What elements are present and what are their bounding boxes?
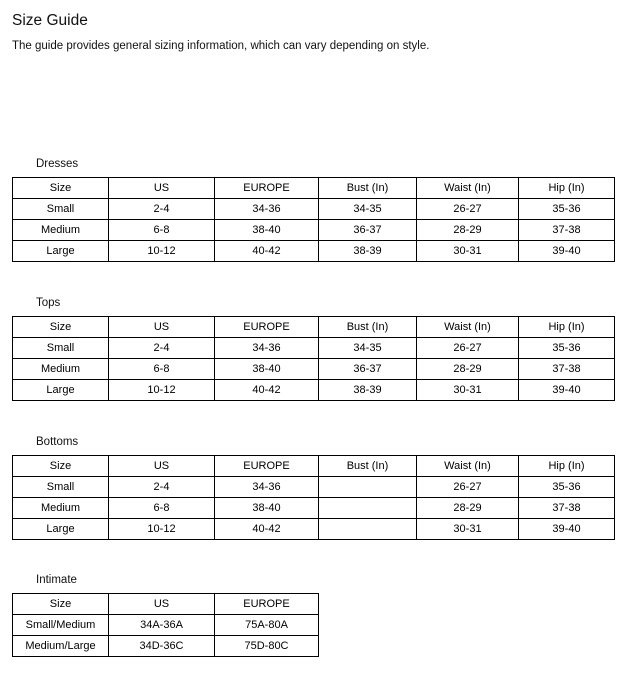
cell-size: Medium bbox=[13, 359, 109, 380]
column-header: EUROPE bbox=[215, 456, 319, 477]
cell-bust: 38-39 bbox=[319, 241, 417, 262]
page-title: Size Guide bbox=[12, 12, 88, 30]
table-row bbox=[13, 338, 615, 359]
cell-europe: 38-40 bbox=[215, 498, 319, 519]
column-header: Size bbox=[13, 594, 109, 615]
cell-hip: 37-38 bbox=[519, 498, 615, 519]
table-row bbox=[13, 477, 615, 498]
column-header: Size bbox=[13, 317, 109, 338]
cell-europe: 34-36 bbox=[215, 199, 319, 220]
cell-waist: 30-31 bbox=[417, 380, 519, 401]
table-header-row bbox=[13, 456, 615, 477]
size-table-tops bbox=[12, 316, 615, 401]
table-row bbox=[13, 220, 615, 241]
cell-europe: 38-40 bbox=[215, 220, 319, 241]
table-row bbox=[13, 498, 615, 519]
cell-size: Large bbox=[13, 241, 109, 262]
cell-waist: 30-31 bbox=[417, 241, 519, 262]
cell-hip: 35-36 bbox=[519, 338, 615, 359]
cell-us: 34A-36A bbox=[109, 615, 215, 636]
cell-bust bbox=[319, 477, 417, 498]
cell-size: Medium bbox=[13, 498, 109, 519]
cell-europe: 40-42 bbox=[215, 519, 319, 540]
cell-europe: 75A-80A bbox=[215, 615, 319, 636]
cell-bust: 36-37 bbox=[319, 220, 417, 241]
column-header: Hip (In) bbox=[519, 178, 615, 199]
cell-size: Small bbox=[13, 477, 109, 498]
table-row bbox=[13, 636, 319, 657]
table-header-row bbox=[13, 317, 615, 338]
cell-waist: 28-29 bbox=[417, 359, 519, 380]
column-header: Hip (In) bbox=[519, 317, 615, 338]
section-title-tops: Tops bbox=[36, 297, 61, 309]
cell-europe: 40-42 bbox=[215, 241, 319, 262]
section-title-dresses: Dresses bbox=[36, 158, 79, 170]
page-subtitle: The guide provides general sizing information, which can vary depending on style. bbox=[12, 39, 430, 52]
cell-us: 2-4 bbox=[109, 477, 215, 498]
size-table-bottoms bbox=[12, 455, 615, 540]
cell-waist: 26-27 bbox=[417, 199, 519, 220]
cell-hip: 35-36 bbox=[519, 477, 615, 498]
cell-europe: 34-36 bbox=[215, 338, 319, 359]
column-header: Hip (In) bbox=[519, 456, 615, 477]
cell-hip: 37-38 bbox=[519, 220, 615, 241]
section-intimate bbox=[12, 574, 319, 657]
column-header: US bbox=[109, 317, 215, 338]
column-header: Bust (In) bbox=[319, 178, 417, 199]
table-row bbox=[13, 359, 615, 380]
cell-size: Small/Medium bbox=[13, 615, 109, 636]
cell-hip: 39-40 bbox=[519, 380, 615, 401]
section-title-bottoms: Bottoms bbox=[36, 436, 79, 448]
column-header: Bust (In) bbox=[319, 317, 417, 338]
column-header: US bbox=[109, 594, 215, 615]
table-header-row bbox=[13, 594, 319, 615]
cell-waist: 28-29 bbox=[417, 220, 519, 241]
cell-us: 6-8 bbox=[109, 498, 215, 519]
cell-hip: 39-40 bbox=[519, 519, 615, 540]
cell-hip: 35-36 bbox=[519, 199, 615, 220]
column-header: EUROPE bbox=[215, 317, 319, 338]
cell-size: Large bbox=[13, 380, 109, 401]
table-row bbox=[13, 199, 615, 220]
cell-waist: 30-31 bbox=[417, 519, 519, 540]
column-header: EUROPE bbox=[215, 594, 319, 615]
cell-us: 10-12 bbox=[109, 380, 215, 401]
cell-waist: 28-29 bbox=[417, 498, 519, 519]
column-header: Bust (In) bbox=[319, 456, 417, 477]
section-dresses bbox=[12, 158, 615, 262]
cell-europe: 40-42 bbox=[215, 380, 319, 401]
cell-waist: 26-27 bbox=[417, 338, 519, 359]
size-table-dresses bbox=[12, 177, 615, 262]
cell-hip: 39-40 bbox=[519, 241, 615, 262]
size-table-intimate bbox=[12, 593, 319, 657]
table-row bbox=[13, 519, 615, 540]
cell-bust: 34-35 bbox=[319, 199, 417, 220]
cell-bust bbox=[319, 519, 417, 540]
section-bottoms bbox=[12, 436, 615, 540]
cell-size: Medium bbox=[13, 220, 109, 241]
cell-hip: 37-38 bbox=[519, 359, 615, 380]
column-header: US bbox=[109, 456, 215, 477]
column-header: Waist (In) bbox=[417, 178, 519, 199]
cell-bust: 36-37 bbox=[319, 359, 417, 380]
cell-us: 10-12 bbox=[109, 241, 215, 262]
column-header: Size bbox=[13, 456, 109, 477]
cell-us: 10-12 bbox=[109, 519, 215, 540]
cell-size: Small bbox=[13, 338, 109, 359]
section-title-intimate: Intimate bbox=[36, 574, 77, 586]
cell-europe: 38-40 bbox=[215, 359, 319, 380]
column-header: Waist (In) bbox=[417, 456, 519, 477]
column-header: Waist (In) bbox=[417, 317, 519, 338]
column-header: US bbox=[109, 178, 215, 199]
table-row bbox=[13, 380, 615, 401]
table-header-row bbox=[13, 178, 615, 199]
cell-size: Small bbox=[13, 199, 109, 220]
cell-bust: 38-39 bbox=[319, 380, 417, 401]
cell-europe: 75D-80C bbox=[215, 636, 319, 657]
cell-europe: 34-36 bbox=[215, 477, 319, 498]
cell-us: 6-8 bbox=[109, 359, 215, 380]
table-row bbox=[13, 241, 615, 262]
cell-us: 2-4 bbox=[109, 338, 215, 359]
cell-us: 34D-36C bbox=[109, 636, 215, 657]
cell-bust: 34-35 bbox=[319, 338, 417, 359]
section-tops bbox=[12, 297, 615, 401]
table-row bbox=[13, 615, 319, 636]
cell-bust bbox=[319, 498, 417, 519]
column-header: EUROPE bbox=[215, 178, 319, 199]
cell-us: 6-8 bbox=[109, 220, 215, 241]
cell-waist: 26-27 bbox=[417, 477, 519, 498]
column-header: Size bbox=[13, 178, 109, 199]
cell-size: Large bbox=[13, 519, 109, 540]
cell-size: Medium/Large bbox=[13, 636, 109, 657]
cell-us: 2-4 bbox=[109, 199, 215, 220]
